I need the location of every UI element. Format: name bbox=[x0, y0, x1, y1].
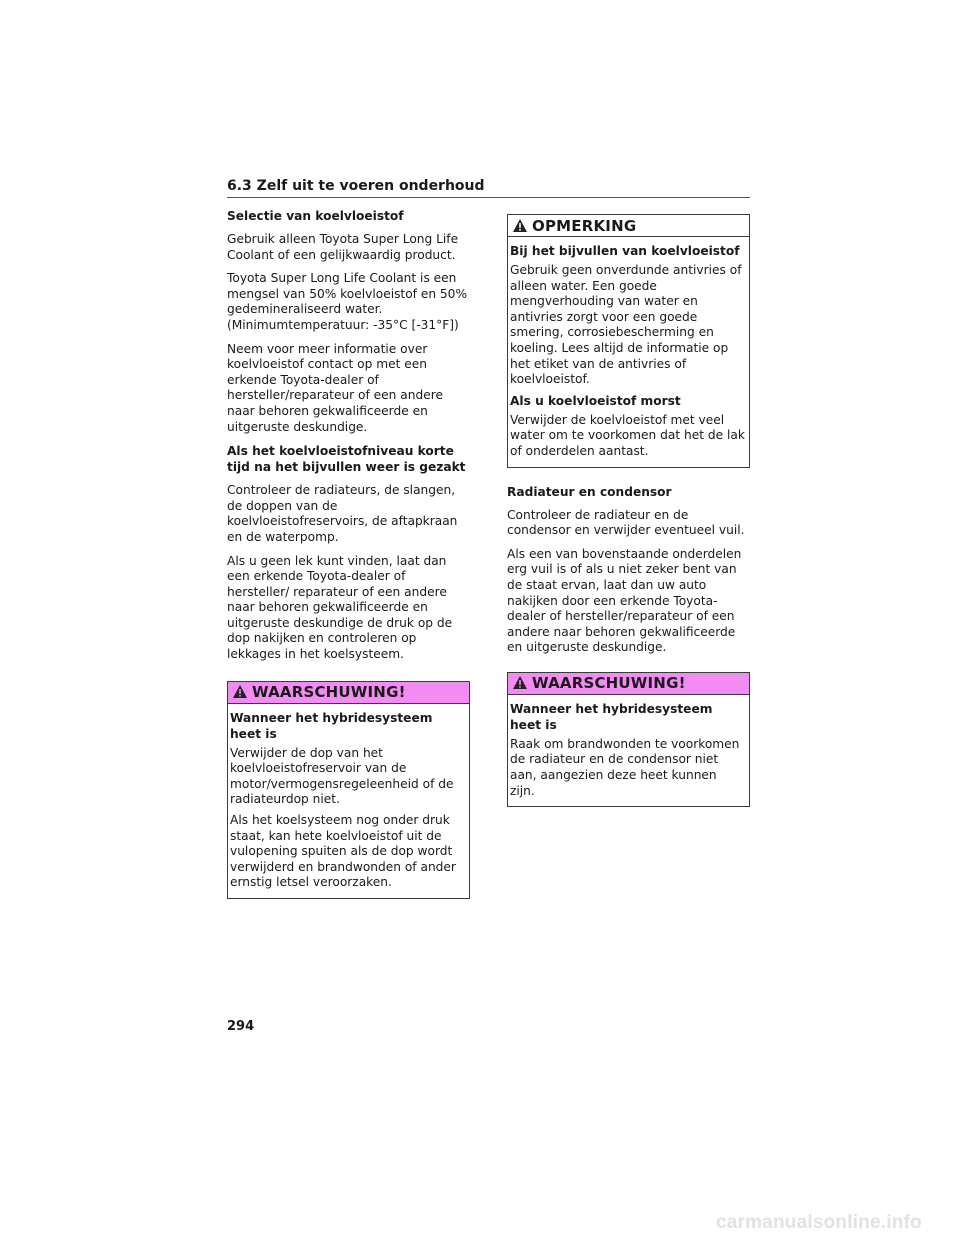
warning-header bbox=[228, 682, 469, 704]
left-column bbox=[227, 208, 470, 915]
paragraph: Als een van bovenstaande onderdelen erg vuil is of als u niet zeker bent van de staat ervan, laat dan uw auto nakijken door een erkende Toyota-dealer of hersteller/reparateur of een andere naar behoren gekwalificeerde en uitgeruste deskundige. bbox=[507, 546, 742, 655]
paragraph: Gebruik alleen Toyota Super Long Life Coolant of een gelijkwaardig product. bbox=[227, 232, 459, 262]
warning-triangle-icon bbox=[512, 675, 530, 691]
warning-text: Als het koelsysteem nog onder druk staat, kan hete koelvloeistof uit de vulopening spuiten als de dop wordt verwijderd en brandwonden of ander ernstig letsel veroorzaken. bbox=[230, 813, 456, 890]
warning-text: Raak om brandwonden te voorkomen de radiateur en de condensor niet aan, aangezien deze heet kunnen zijn. bbox=[510, 736, 740, 798]
warning-heading: Wanneer het hybridesysteem heet is bbox=[230, 710, 433, 741]
notice-text: Verwijder de koelvloeistof met veel water om te voorkomen dat het de lak of onderdelen aantast. bbox=[510, 412, 745, 458]
watermark: carmanualsonline.info bbox=[716, 1212, 922, 1233]
page-number: 294 bbox=[227, 1019, 255, 1034]
warning-body bbox=[228, 704, 469, 898]
warning-box bbox=[507, 672, 750, 807]
right-column bbox=[507, 214, 750, 823]
notice-body bbox=[508, 237, 749, 467]
paragraph: Neem voor meer informatie over koelvloeistof contact op met een erkende Toyota-dealer of hersteller/reparateur of een andere naar behoren gekwalificeerde en uitgeruste deskundige. bbox=[227, 341, 443, 434]
section-header: 6.3 Zelf uit te voeren onderhoud bbox=[227, 178, 750, 198]
warning-body bbox=[508, 695, 749, 806]
paragraph: Toyota Super Long Life Coolant is een mengsel van 50% koelvloeistof en 50% gedemineraliseerd water. (Minimumtemperatuur: -35°C [-31°F]) bbox=[227, 271, 468, 332]
warning-title: WAARSCHUWING! bbox=[532, 674, 686, 693]
warning-header bbox=[508, 673, 749, 695]
notice-triangle-icon bbox=[512, 218, 530, 234]
notice-heading: Bij het bijvullen van koelvloeistof bbox=[510, 244, 740, 258]
warning-title: WAARSCHUWING! bbox=[252, 683, 406, 702]
notice-text: Gebruik geen onverdunde antivries of alleen water. Een goede mengverhouding van water en antivries zorgt voor een goede smering, corrosiebescherming en koeling. Lees altijd de informatie op het etiket van de antivries of koelvloeistof. bbox=[510, 263, 742, 387]
notice-header bbox=[508, 215, 749, 237]
heading-coolant-selection: Selectie van koelvloeistof bbox=[227, 209, 404, 223]
warning-text: Verwijder de dop van het koelvloeistofreservoir van de motor/vermogensregeleenheid of de radiateurdop niet. bbox=[230, 745, 454, 807]
warning-triangle-icon bbox=[232, 684, 250, 700]
heading-radiator-condenser: Radiateur en condensor bbox=[507, 484, 672, 499]
heading-coolant-level: Als het koelvloeistofniveau korte tijd na het bijvullen weer is gezakt bbox=[227, 444, 466, 475]
paragraph: Controleer de radiateur en de condensor en verwijder eventueel vuil. bbox=[507, 507, 745, 538]
notice-title: OPMERKING bbox=[532, 216, 637, 235]
paragraph: Als u geen lek kunt vinden, laat dan een erkende Toyota-dealer of hersteller/ reparateur of een andere naar behoren gekwalificeerde en uitgeruste deskundige de druk op de dop nakijken en controleren op lekkages in het koelsysteem. bbox=[227, 553, 453, 662]
warning-box bbox=[227, 681, 470, 899]
notice-box bbox=[507, 214, 750, 468]
notice-heading: Als u koelvloeistof morst bbox=[510, 393, 681, 408]
warning-heading: Wanneer het hybridesysteem heet is bbox=[510, 701, 713, 732]
paragraph: Controleer de radiateurs, de slangen, de doppen van de koelvloeistofreservoirs, de aftapkraan en de waterpomp. bbox=[227, 483, 458, 544]
